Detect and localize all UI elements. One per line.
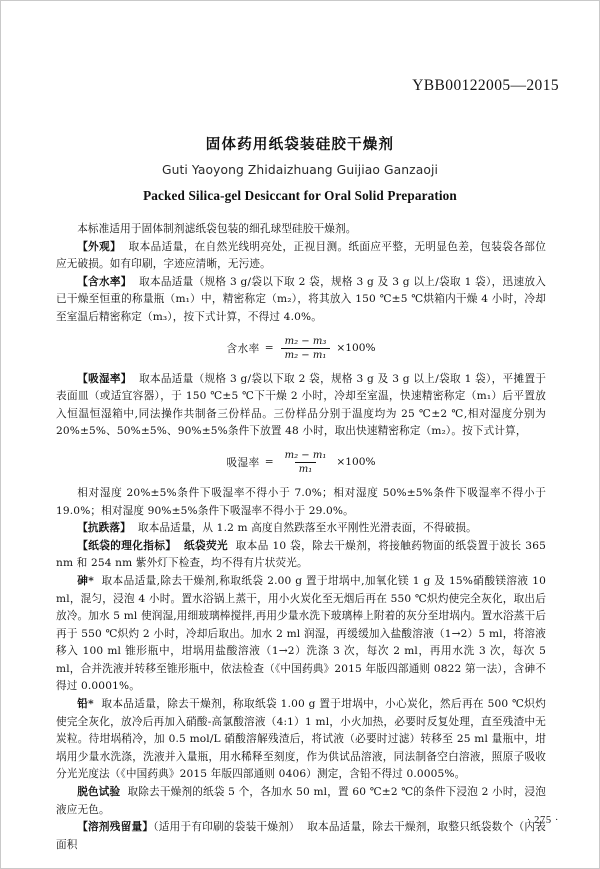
formula-hygroscopic-denominator: m₁ [295, 462, 317, 475]
formula-hygroscopic-lhs: 吸湿率 [226, 456, 260, 469]
title-english: Packed Silica-gel Desiccant for Oral Solid Preparation [143, 188, 457, 204]
lead-text: 取本品适量，除去干燥剂，称取纸袋 1.00 g 置于坩埚中，小心炭化，然后再在 500 ℃炽灼使完全灰化，放冷后再加入硝酸-高氯酸溶液（4:1）1 ml，小火加热，必要时反复处理，直至残渣中无炭粒。待坩埚稍冷，加 0.5 mol/L 硝酸溶解残渣后，将试液（必要时过滤）转移至 25 ml 量瓶中，坩埚用少量水洗涤，洗液并入量瓶，用水稀释至刻度，作为供试品溶液，同法制备空白溶液，照原子吸收分光光度法（《中国药典》2015 年版四部通则 0406）测定，含铅不得过 0.0005%。 [56, 698, 546, 781]
moisture-label: 【含水率】 [77, 275, 132, 288]
paragraph-drop [56, 520, 546, 538]
formula-hygroscopic-equals: = [264, 456, 274, 469]
arsenic-text: 取本品适量,除去干燥剂,称取纸袋 2.00 g 置于坩埚中,加氧化镁 1 g 及 15%硝酸镁溶液 10 ml，混匀，浸泡 4 小时。置水浴锅上蒸干，用小火炭化至无烟后再在 550 ℃炽灼使完全灰化，取出后放冷。加水 5 ml 使润湿,用细玻璃棒搅拌,再用少量水洗下玻璃棒上附着的灰分至坩埚内。置水浴蒸干后再于 550 ℃炽灼 2 小时，冷却后取出。加水 2 ml 润湿，再缓缓加入盐酸溶液（1→2）5 ml，将溶液移入 100 ml 锥形瓶中，坩埚用盐酸溶液（1→2）洗涤 3 次，每次 2 ml，再用水洗 3 次，每次 5 ml，合并洗液并转移至锥形瓶中，依法检查（《中国药典》2015 年版四部通则 0822 第一法），含砷不得过 0.0001%。 [56, 574, 546, 693]
paragraph-scope [56, 221, 546, 239]
decolor-text: 取除去干燥剂的纸袋 5 个，各加水 50 ml，置 60 ℃±2 ℃的条件下浸泡 2 小时，浸泡液应无色。 [56, 786, 546, 816]
paperbag-subheading: 纸袋荧光 [183, 539, 229, 552]
formula-moisture-content [56, 336, 546, 361]
paragraph-appearance [56, 239, 546, 274]
formula-hygroscopic-rhs: ×100% [336, 456, 376, 469]
body-column [56, 221, 546, 854]
paperbag-label: 【纸袋的理化指标】 [77, 539, 177, 552]
scope-text: 本标准适用于固体制剂滤纸袋包装的细孔球型硅胶干燥剂。 [77, 223, 357, 235]
paragraph-arsenic [56, 573, 546, 696]
moisture-text: 取本品适量（规格 3 g/袋以下取 2 袋，规格 3 g 及 3 g 以上/袋取 1 袋），迅速放入已干燥至恒重的称量瓶（m₁）中，精密称定（m₂），将其放入 150 ℃±5 ℃烘箱内干燥 4 小时，冷却至室温后精密称定（m₃），按下式计算，不得过 4.0%。 [56, 275, 546, 323]
paragraph-solvent-residue [56, 819, 546, 854]
paragraph-lead [56, 696, 546, 784]
hygroscopic-label: 【吸湿率】 [77, 372, 132, 385]
drop-label: 【抗跌落】 [77, 522, 131, 535]
formula-hygroscopic-content [56, 450, 546, 475]
formula-moisture-equals: = [264, 342, 274, 355]
decolor-label: 脱色试验 [77, 786, 121, 799]
formula-moisture-rhs: ×100% [336, 342, 376, 355]
title-block [1, 134, 599, 206]
formula-hygroscopic-numerator: m₂ − m₁ [284, 449, 327, 461]
arsenic-label: 砷* [77, 574, 94, 587]
paragraph-paperbag [56, 538, 546, 573]
drop-text: 取本品适量，从 1.2 m 高度自然跌落至水平刚性光滑表面，不得破损。 [137, 522, 477, 535]
paragraph-moisture [56, 274, 546, 327]
formula-moisture-lhs: 含水率 [226, 342, 260, 355]
formula-moisture-numerator: m₂ − m₃ [284, 335, 327, 347]
paragraph-decolor [56, 784, 546, 819]
page-number: · 275 · [526, 815, 559, 826]
paragraph-hygroscopic [56, 371, 546, 441]
paragraph-hygroscopic-limits [56, 485, 546, 520]
appearance-label: 【外观】 [77, 240, 122, 253]
formula-hygroscopic-fraction [281, 450, 331, 475]
document-code: YBB00122005—2015 [412, 77, 559, 94]
solvent-residue-note: （适用于有印刷的袋装干燥剂） [153, 821, 300, 834]
title-pinyin: Guti Yaoyong Zhidaizhuang Guijiao Ganzaoji [161, 163, 439, 178]
solvent-residue-text: 取本品适量，除去干燥剂，取整只纸袋数个（内表面积 [56, 821, 546, 851]
page-content [1, 1, 599, 868]
title-chinese: 固体药用纸袋装硅胶干燥剂 [205, 136, 395, 153]
formula-moisture-denominator: m₂ − m₁ [281, 348, 331, 361]
appearance-text: 取本品适量，在自然光线明亮处，正视目测。纸面应平整，无明显色差，包装袋各部位应无破损。如有印刷，字迹应清晰，无污迹。 [56, 240, 546, 271]
hygroscopic-limits-text: 相对湿度 20%±5%条件下吸湿率不得小于 7.0%；相对湿度 50%±5%条件下吸湿率不得小于 19.0%；相对湿度 90%±5%条件下吸湿率不得小于 29.0%。 [56, 486, 546, 517]
lead-label: 铅* [77, 698, 94, 711]
solvent-residue-label: 【溶剂残留量】 [77, 821, 154, 834]
hygroscopic-text: 取本品适量（规格 3 g/袋以下取 2 袋，规格 3 g 及 3 g 以上/袋取 1 袋），平摊置于表面皿（或适宜容器），于 150 ℃±5 ℃下干燥 2 小时，冷却至室温，快速精密称定（m₁）后平置放入恒温恒湿箱中,同法操作共制备三份样品。三份样品分别于温度均为 25 ℃±2 ℃,相对湿度分别为 20%±5%、50%±5%、90%±5%条件下放置 48 小时，取出快速精密称定（m₂）。按下式计算， [56, 372, 546, 438]
formula-moisture-fraction [281, 336, 331, 361]
paperbag-text: 取本品 10 袋，除去干燥剂，将接触药物面的纸袋置于波长 365 nm 和 254 nm 紫外灯下检查，均不得有片状荧光。 [56, 539, 546, 570]
